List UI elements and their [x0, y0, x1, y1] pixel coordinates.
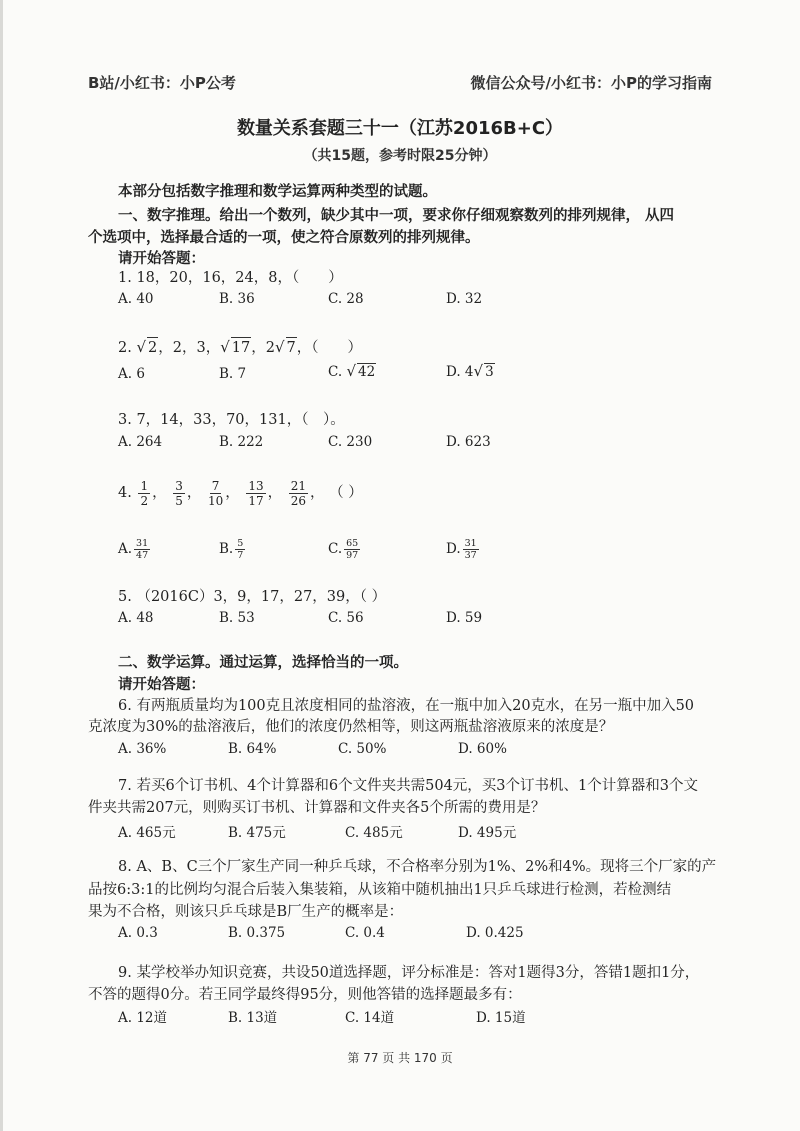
q2-option-b: B. 7: [219, 366, 247, 382]
q7-line1: 7. 若买6个订书机、4个计算器和6个文件夹共需504元，买3个订书机、1个计算器和3个文: [118, 778, 698, 794]
q3-option-a: A. 264: [118, 434, 163, 450]
q7-option-b: B. 475元: [228, 825, 286, 841]
section1-line1: 一、数字推理。给出一个数列，缺少其中一项，要求你仔细观察数列的排列规律， 从四: [118, 208, 675, 224]
q8-line1: 8. A、B、C三个厂家生产同一种乒乓球，不合格率分别为1%、2%和4%。现将三个厂家的产: [118, 859, 717, 875]
q2-option-c: [328, 362, 376, 380]
q5-option-b: B. 53: [219, 610, 255, 626]
q9-option-b: B. 13道: [228, 1010, 278, 1026]
radical-sign: √: [274, 338, 285, 356]
q8-option-c: C. 0.4: [345, 925, 385, 941]
q1-option-d: D. 32: [446, 291, 483, 307]
q2-prefix: 2.: [118, 340, 137, 356]
section2-start: 请开始答题：: [118, 677, 205, 693]
q4-option-b: B. $\frac{5}{7}$: [219, 538, 244, 561]
q4-blank: （ ）: [329, 485, 363, 501]
q6-line1: 6. 有两瓶质量均为100克且浓度相同的盐溶液，在一瓶中加入20克水，在另一瓶中加入50: [118, 698, 695, 714]
page-footer: 第 77 页 共 170 页: [347, 1051, 453, 1065]
q2-mid: ，2，3，: [158, 340, 221, 356]
comma: ，: [225, 485, 240, 501]
q5-option-a: A. 48: [118, 610, 154, 626]
q4-option-a: A. $\frac{31}{47}$: [118, 538, 149, 561]
q5-option-d: D. 59: [446, 610, 483, 626]
intro-text: 本部分包括数字推理和数学运算两种类型的试题。: [118, 184, 437, 200]
q1-option-a: A. 40: [118, 291, 154, 307]
q8-line3: 果为不合格，则该只乒乓球是B厂生产的概率是：: [88, 904, 404, 920]
q2-suffix: ，（ ）: [296, 340, 362, 356]
q2-option-c-label: C.: [328, 364, 347, 380]
comma: ，: [186, 485, 202, 501]
q2-option-d: [446, 362, 495, 380]
header-right: 微信公众号/小红书：小P的学习指南: [470, 74, 712, 92]
q2-option-a: A. 6: [118, 366, 145, 382]
q6-option-c: C. 50%: [338, 741, 387, 757]
comma: ，: [152, 485, 167, 501]
q9-option-d: D. 15道: [476, 1010, 526, 1026]
comma: ，: [267, 485, 283, 501]
q6-option-d: D. 60%: [458, 741, 507, 757]
radical-sign: √: [473, 362, 484, 380]
q2-option-d-label: D. 4: [446, 364, 474, 380]
header-left: B站/小红书：小P公考: [88, 74, 236, 92]
q2-option-c-radicand: 42: [358, 364, 376, 380]
q9-option-c: C. 14道: [345, 1010, 395, 1026]
q4-option-d: D. $\frac{31}{37}$: [446, 538, 477, 561]
page-title: 数量关系套题三十一（江苏2016B+C）: [236, 118, 564, 139]
q3-option-c: C. 230: [328, 434, 373, 450]
q9-line1: 9. 某学校举办知识竞赛，共设50道选择题，评分标准是：答对1题得3分，答错1题扣1分，: [118, 965, 700, 981]
q4-fraction: $\frac{21}{26}$: [290, 478, 307, 508]
q7-option-d: D. 495元: [458, 825, 517, 841]
q6-option-b: B. 64%: [228, 741, 277, 757]
q4-prefix: 4.: [118, 485, 132, 501]
section1-start: 请开始答题：: [118, 251, 205, 267]
q4-option-c: C. $\frac{65}{97}$: [328, 538, 359, 561]
q2-stem: [118, 337, 362, 358]
q9-line2: 不答的题得0分。若王同学最终得95分，则他答错的选择题最多有：: [88, 987, 522, 1003]
q3-option-d: D. 623: [446, 434, 491, 450]
q7-line2: 件夹共需207元，则购买订书机、计算器和文件夹各5个所需的费用是？: [88, 800, 546, 816]
q5-option-c: C. 56: [328, 610, 364, 626]
q4-fraction: $\frac{13}{17}$: [248, 478, 264, 508]
q4-fraction: $\frac{7}{10}$: [207, 478, 224, 508]
q1-option-c: C. 28: [328, 291, 364, 307]
q3-option-b: B. 222: [219, 434, 264, 450]
q8-option-d: D. 0.425: [466, 925, 524, 941]
q6-line2: 克浓度为30%的盐溶液后，他们的浓度仍然相等，则这两瓶盐溶液原来的浓度是？: [88, 719, 614, 735]
q8-option-a: A. 0.3: [118, 925, 158, 941]
section2-title: 二、数学运算。通过运算，选择恰当的一项。: [118, 655, 408, 671]
q8-line2: 品按6:3:1的比例均匀混合后装入集装箱，从该箱中随机抽出1只乒乓球进行检测，若检测结: [88, 882, 672, 898]
q2-mid2: ，2: [251, 340, 275, 356]
q1-option-b: B. 36: [219, 291, 255, 307]
q8-option-b: B. 0.375: [228, 925, 286, 941]
q9-option-a: A. 12道: [118, 1010, 168, 1026]
q7-option-a: A. 465元: [118, 825, 176, 841]
q1-stem: 1. 18，20，16，24，8，（ ）: [118, 270, 343, 286]
section1-line2: 个选项中，选择最合适的一项，使之符合原数列的排列规律。: [88, 230, 480, 246]
radical-sign: √: [136, 338, 147, 356]
radical-sign: √: [346, 362, 356, 380]
q7-option-c: C. 485元: [345, 825, 403, 841]
q2-radicand-2: 17: [231, 337, 251, 358]
q4-fraction: $\frac{1}{2}$: [140, 478, 149, 508]
q2-option-d-radicand: 3: [485, 364, 494, 380]
comma: ，: [310, 485, 325, 501]
q4-stem: [118, 478, 363, 508]
page-subtitle: （共15题，参考时限25分钟）: [303, 148, 497, 164]
q2-radicand-3: 7: [286, 337, 297, 358]
q5-stem: 5. （2016C）3，9，17，27，39，（ ）: [118, 589, 387, 605]
q6-option-a: A. 36%: [118, 741, 167, 757]
radical-sign: √: [220, 338, 230, 356]
q2-radicand-1: 2: [147, 337, 158, 358]
scan-edge: [0, 0, 3, 1131]
q3-stem: 3. 7，14，33，70，131，（ ）。: [118, 412, 345, 428]
q4-fraction: $\frac{3}{5}$: [175, 478, 183, 508]
